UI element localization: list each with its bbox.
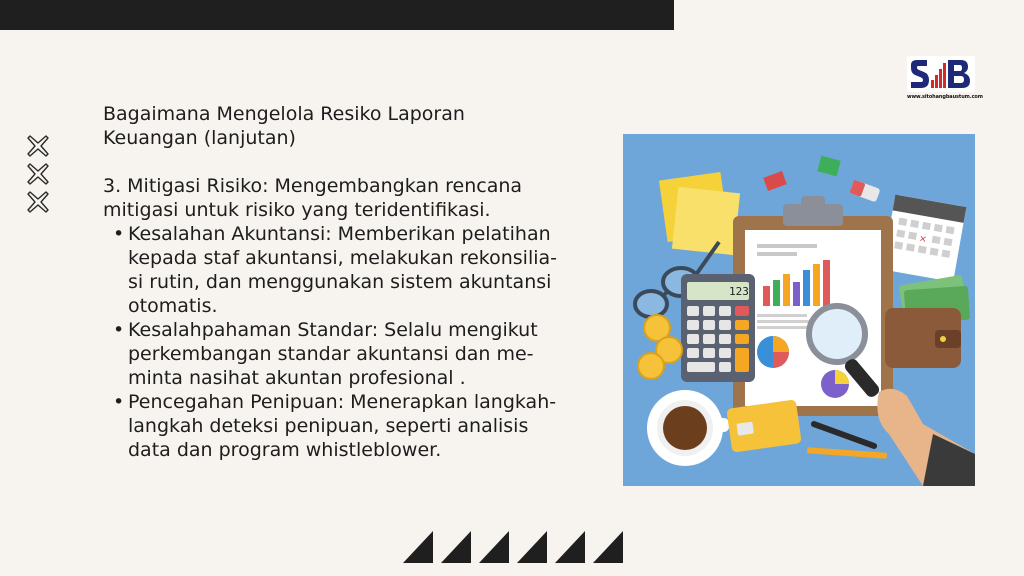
bullet-line: • Pencegahan Penipuan: Menerapkan langkah- <box>128 391 557 413</box>
bullet-item-kesalahan-akuntansi <box>103 222 603 318</box>
top-bar <box>0 0 674 30</box>
coins-icon <box>638 315 682 379</box>
bullet-item-pencegahan-penipuan <box>103 390 603 462</box>
pencil-icon <box>807 447 887 459</box>
decorative-cross-icons <box>26 134 50 218</box>
bullet-line: perkembangan standar akuntansi dan me- <box>128 343 534 365</box>
cross-outline-icon <box>26 190 50 214</box>
cross-outline-icon <box>26 134 50 158</box>
bullet-item-kesalahpahaman-standar <box>103 318 603 390</box>
svg-text:✕: ✕ <box>918 234 928 246</box>
intro-line-2: mitigasi untuk risiko yang teridentifikasi. <box>103 199 491 221</box>
hand-icon <box>877 389 975 486</box>
cross-outline-icon <box>26 162 50 186</box>
binder-clip-icon <box>763 171 787 191</box>
intro-line-1: 3. Mitigasi Risiko: Mengembangkan rencana <box>103 175 523 197</box>
binder-clip-icon <box>817 156 840 177</box>
logo-url: www.sitohangbaustum.com <box>907 94 983 100</box>
bullet-line: kepada staf akuntansi, melakukan rekonsilia- <box>128 247 558 269</box>
sticky-note-icon <box>672 187 740 255</box>
coffee-cup-icon <box>647 390 729 466</box>
wallet-icon <box>885 308 961 368</box>
bullet-line: data dan program whistleblower. <box>128 439 442 461</box>
accounting-illustration <box>623 134 975 486</box>
logo-mark-icon <box>907 56 975 92</box>
company-logo <box>907 56 983 102</box>
calculator-icon <box>681 274 755 382</box>
bullet-line: si rutin, dan menggunakan sistem akuntansi <box>128 271 552 293</box>
slide-content <box>103 102 603 462</box>
bullet-line: langkah deteksi penipuan, seperti analisis <box>128 415 529 437</box>
slide-title-line-2: Keuangan (lanjutan) <box>103 127 296 149</box>
pen-icon <box>810 420 878 450</box>
bullet-line: otomatis. <box>128 295 218 317</box>
calculator-display: 123 <box>729 285 749 298</box>
decorative-triangles <box>403 531 623 563</box>
bullet-line: minta nasihat akuntan profesional . <box>128 367 466 389</box>
bullet-list <box>103 222 603 462</box>
calendar-icon <box>882 195 966 282</box>
bullet-line: • Kesalahpahaman Standar: Selalu mengikut <box>128 319 538 341</box>
accounting-illustration-graphic <box>623 134 975 486</box>
bullet-line: • Kesalahan Akuntansi: Memberikan pelatihan <box>128 223 551 245</box>
slide-title-line-1: Bagaimana Mengelola Resiko Laporan <box>103 103 465 125</box>
